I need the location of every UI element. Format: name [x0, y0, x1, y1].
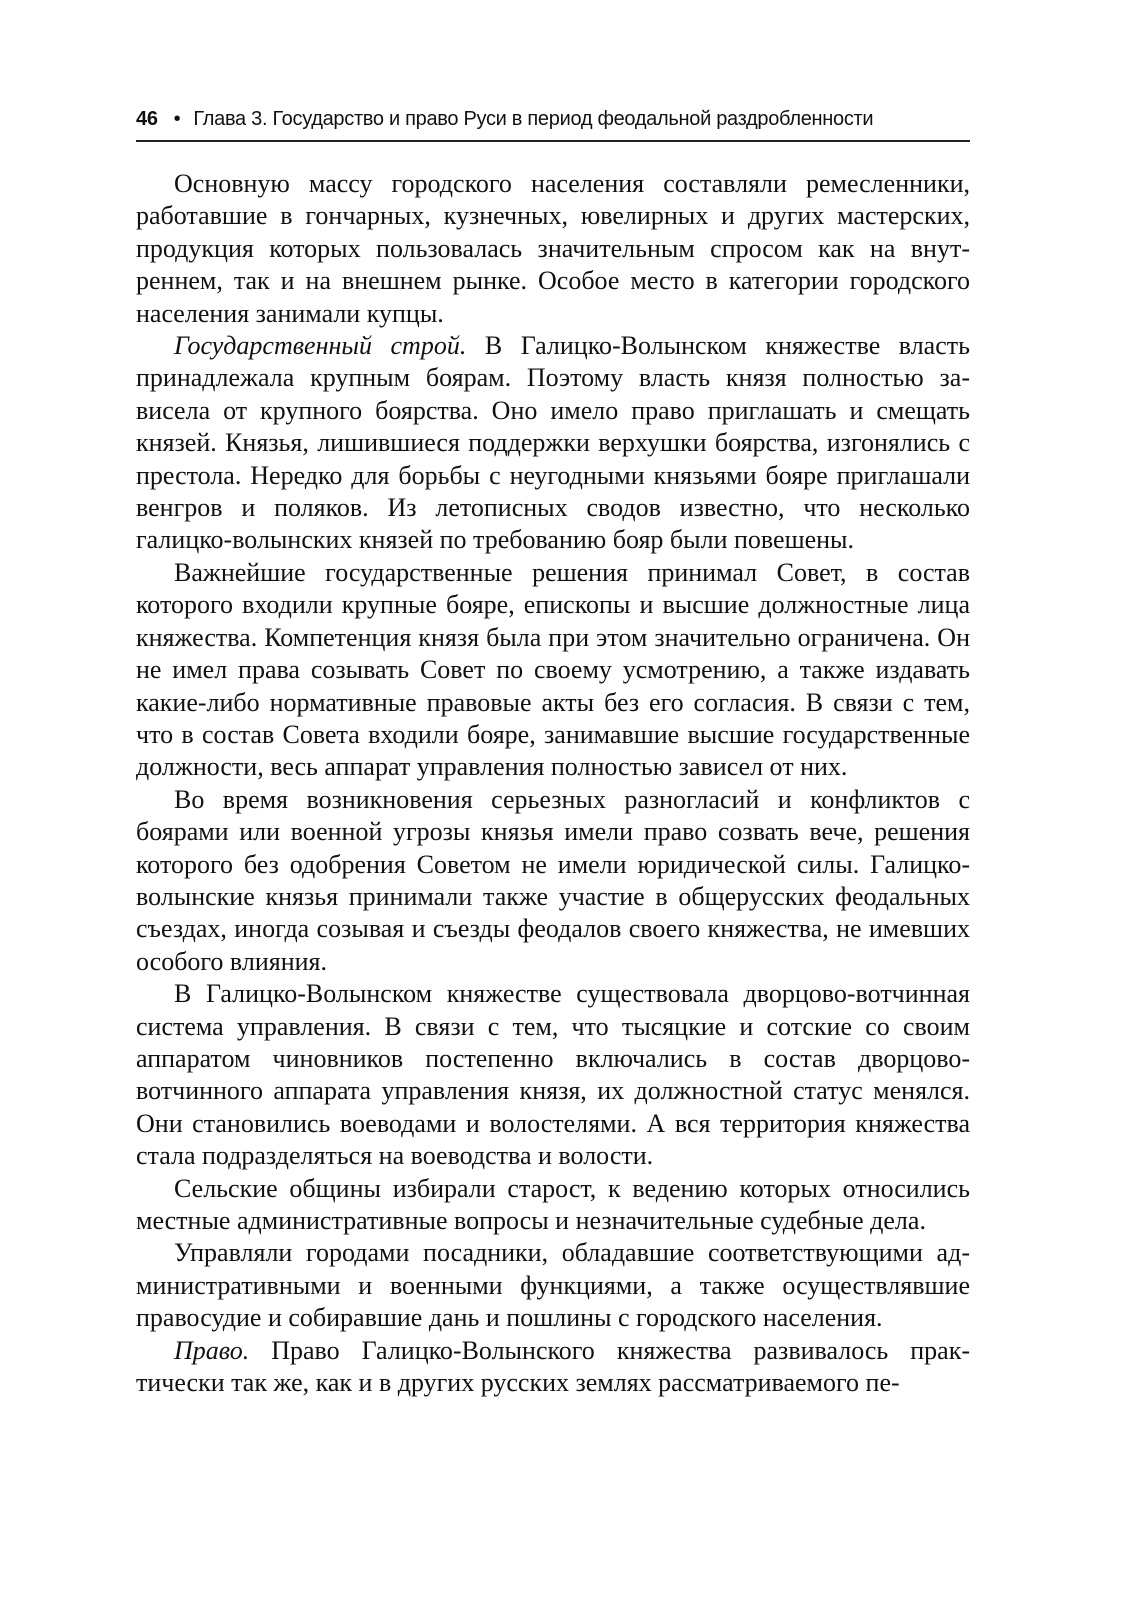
paragraph-administration — [136, 978, 970, 1172]
header-separator: • — [173, 108, 181, 130]
paragraph-rural-communities — [136, 1173, 970, 1238]
body-text — [136, 168, 970, 1399]
running-title: Глава 3. Государство и право Руси в период феодальной раздробленности — [193, 108, 874, 130]
page-number: 46 — [136, 108, 158, 130]
paragraph-text: Во время возникновения серьезных разногласий и конфликтов с боярами или военной угрозы князья имели право созвать вече, решения которого без одобрения Советом не имели юридической силы. Галицко-волынские князья принимали также участие в общерусских феодальных съездах, иногда созывая и съезды феодалов своего княжества, не имевших особого влияния. — [136, 784, 970, 976]
paragraph-veche — [136, 784, 970, 978]
paragraph-posadniks — [136, 1237, 970, 1334]
paragraph-text: Важнейшие государственные решения принимал Совет, в состав которого входили крупные бояре, епископы и высшие должностные лица княжества. Компетенция князя была при этом значительно ограничена. Он не имел права созывать Совет по своему усмотрению, а также издавать какие-либо нормативные правовые акты без его согласия. В связи с тем, что в состав Совета входили бояре, занимавшие высшие государственные должности, весь аппарат управления полностью зависел от них. — [136, 557, 970, 782]
paragraph-text: Основную массу городского населения составляли ремесленники, работавшие в гончарных, кузнечных, ювелирных и других мастерских, продукция которых пользовалась значительным спросом как на внутреннем, так и на внешнем рынке. Особое место в категории городского населения занимали купцы. — [136, 169, 970, 328]
paragraph-text: Управляли городами посадники, обладавшие соответствующими административными и военными функциями, а также осуществлявшие правосудие и собиравшие дань и пошлины с городского населения. — [136, 1238, 970, 1333]
section-heading-state-system: Государственный строй. — [174, 331, 467, 361]
paragraph-text: В Галицко-Волынском княжестве власть принадлежала крупным боярам. Поэтому власть князя полностью зависела от крупного боярства. Оно имело право приглашать и смещать князей. Князья, лишившиеся поддержки верхушки боярства, изгонялись с престола. Нередко для борьбы с неугодными князьями бояре приглашали венгров и поляков. Из летописных сводов известно, что несколько галицко-волынских князей по требованию бояр были повешены. — [136, 331, 970, 555]
paragraph-state-system — [136, 330, 970, 557]
section-heading-law: Право. — [174, 1335, 250, 1365]
paragraph-council — [136, 557, 970, 784]
paragraph-text: В Галицко-Волынском княжестве существовала дворцово-вотчинная система управления. В связи с тем, что тысяцкие и сотские со своим аппаратом чиновников постепенно включались в состав дворцово-вотчинного аппарата управления князя, их должностной статус менялся. Они становились воеводами и волостелями. А вся территория княжества стала подразделяться на воеводства и волости. — [136, 979, 970, 1171]
paragraph-text: Сельские общины избирали старост, к ведению которых относились местные административные вопросы и незначительные судебные дела. — [136, 1173, 970, 1235]
paragraph-text: Право Галицко-Волынского княжества развивалось практически так же, как и в других русских землях рассматриваемого пе- — [136, 1335, 970, 1398]
paragraph-law — [136, 1335, 970, 1400]
paragraph-townspeople — [136, 168, 970, 330]
running-header — [136, 104, 970, 142]
